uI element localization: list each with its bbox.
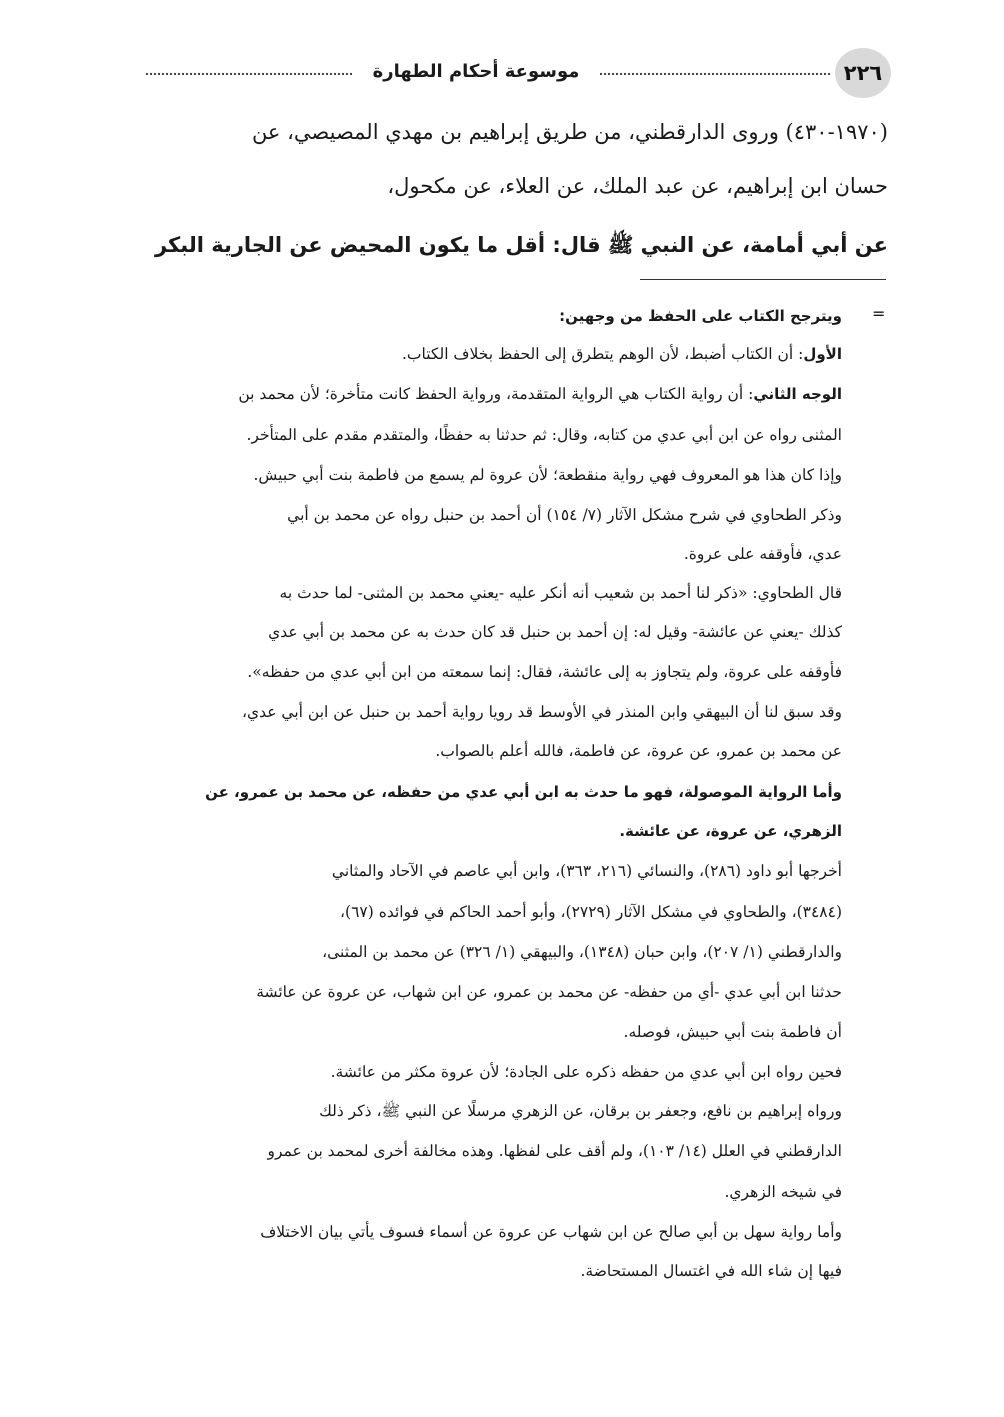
footnote-text: الدارقطني في العلل (١٤/ ١٠٣)، ولم أقف على لفظها. وهذه مخالفة أخرى لمحمد بن عمرو (267, 1142, 842, 1160)
footnote-line (340, 894, 842, 930)
footnote-line (205, 774, 842, 810)
footnote-line (280, 575, 842, 611)
footnote-text: ورواه إبراهيم بن نافع، وجعفر بن برقان، عن الزهري مرسلًا عن النبي ﷺ، ذكر ذلك (319, 1102, 842, 1120)
footnote-line (684, 536, 842, 572)
footnote-text: حدثنا ابن أبي عدي -أي من حفظه- عن محمد بن عمرو، عن ابن شهاب، عن عروة عن عائشة (256, 983, 842, 1001)
footnote-line (287, 497, 842, 533)
footnote-text: فحين رواه ابن أبي عدي من حفظه ذكره على الجادة؛ لأن عروة مكثر من عائشة. (330, 1063, 842, 1081)
footnote-bold-text: ويترجح الكتاب على الحفظ من وجهين: (559, 307, 842, 325)
footnote-line (260, 1214, 842, 1250)
footnote-line (268, 614, 842, 650)
main-text-line: حسان ابن إبراهيم، عن عبد الملك، عن العلاء، عن مكحول، (387, 174, 888, 198)
footnote-line (242, 694, 842, 730)
footnote-text: : أن رواية الكتاب هي الرواية المتقدمة، ورواية الحفظ كانت متأخرة؛ لأن محمد بن (238, 385, 754, 403)
page-number: ٢٢٦ (835, 48, 891, 98)
footnote-line (619, 813, 842, 849)
footnote-text: فيها إن شاء الله في اغتسال المستحاضة. (580, 1262, 842, 1280)
footnote-line (331, 1054, 842, 1090)
header-dotted-rule-left (146, 73, 352, 75)
footnote-line (238, 376, 842, 412)
footnote-text: كذلك -يعني عن عائشة- وقيل له: إن أحمد بن حنبل قد كان حدث به عن محمد بن أبي عدي (268, 623, 842, 641)
footnote-text: وإذا كان هذا هو المعروف فهي رواية منقطعة؛ لأن عروة لم يسمع من فاطمة بنت أبي حبيش. (253, 466, 842, 484)
header-dotted-rule-right (600, 73, 830, 75)
footnote-text: والدارقطني (١/ ٢٠٧)، وابن حبان (١٣٤٨)، والبيهقي (١/ ٣٢٦) عن محمد بن المثنى، (322, 943, 842, 961)
footnote-bold-text: الزهري، عن عروة، عن عائشة. (619, 822, 842, 840)
footnote-line (332, 853, 842, 889)
footnote-text: وقد سبق لنا أن البيهقي وابن المنذر في الأوسط قد رويا رواية أحمد بن حنبل عن ابن أبي عدي، (241, 703, 842, 721)
hadith-text-line: عن أبي أمامة، عن النبي ﷺ قال: أقل ما يكون المحيض عن الجارية البكر (154, 233, 888, 257)
footnote-text: وذكر الطحاوي في شرح مشكل الآثار (٧/ ١٥٤) أن أحمد بن حنبل رواه عن محمد بن أبي (287, 506, 842, 524)
footnote-line (267, 1133, 842, 1169)
main-text-line: (١٩٧٠-٤٣٠) وروى الدارقطني، من طريق إبراهيم بن مهدي المصيصي، عن (251, 120, 888, 144)
footnote-line (559, 298, 842, 334)
footnote-text: المثنى رواه عن ابن أبي عدي من كتابه، وقال: ثم حدثنا به حفظًا، والمتقدم مقدم على المتأخر. (246, 426, 842, 444)
footnote-continuation-marker: = (872, 304, 886, 323)
footnote-text: عدي، فأوقفه على عروة. (683, 545, 842, 563)
footnote-text: في شيخه الزهري. (724, 1183, 842, 1201)
footnote-line (402, 336, 842, 372)
footnote-line (322, 934, 842, 970)
footnote-line (580, 1253, 842, 1289)
footnote-separator (640, 279, 886, 280)
footnote-line (435, 733, 842, 769)
footnote-line (247, 654, 842, 690)
footnote-line (253, 457, 842, 493)
footnote-text: (٣٤٨٤)، والطحاوي في مشكل الآثار (٢٧٢٩)، وأبو أحمد الحاكم في فوائده (٦٧)، (340, 903, 842, 921)
footnote-text: أن فاطمة بنت أبي حبيش، فوصله. (623, 1023, 842, 1041)
footnote-text: أخرجها أبو داود (٢٨٦)، والنسائي (٢١٦، ٣٦٣)، وابن أبي عاصم في الآحاد والمثاني (331, 862, 842, 880)
footnote-bold-text: وأما الرواية الموصولة، فهو ما حدث به ابن أبي عدي من حفظه، عن محمد بن عمرو، عن (205, 783, 842, 801)
footnote-text: عن محمد بن عمرو، عن عروة، عن فاطمة، فالله أعلم بالصواب. (435, 742, 842, 760)
footnote-text: : أن الكتاب أضبط، لأن الوهم يتطرق إلى الحفظ بخلاف الكتاب. (402, 345, 804, 363)
footnote-text: فأوقفه على عروة، ولم يتجاوز به إلى عائشة، فقال: إنما سمعته من ابن أبي عدي من حفظه». (247, 663, 842, 681)
footnote-text: قال الطحاوي: «ذكر لنا أحمد بن شعيب أنه أنكر عليه -يعني محمد بن المثنى- لما حدث به (279, 584, 842, 602)
footnote-line (246, 417, 842, 453)
footnote-line (624, 1014, 842, 1050)
footnote-line (256, 974, 842, 1010)
footnote-text: وأما رواية سهل بن أبي صالح عن ابن شهاب عن عروة عن أسماء فسوف يأتي بيان الاختلاف (260, 1223, 842, 1241)
footnote-line (319, 1093, 842, 1129)
footnote-line (724, 1174, 842, 1210)
footnote-bold-text: الوجه الثاني (753, 385, 842, 403)
running-title: موسوعة أحكام الطهارة (372, 61, 580, 82)
footnote-bold-text: الأول (803, 345, 842, 363)
